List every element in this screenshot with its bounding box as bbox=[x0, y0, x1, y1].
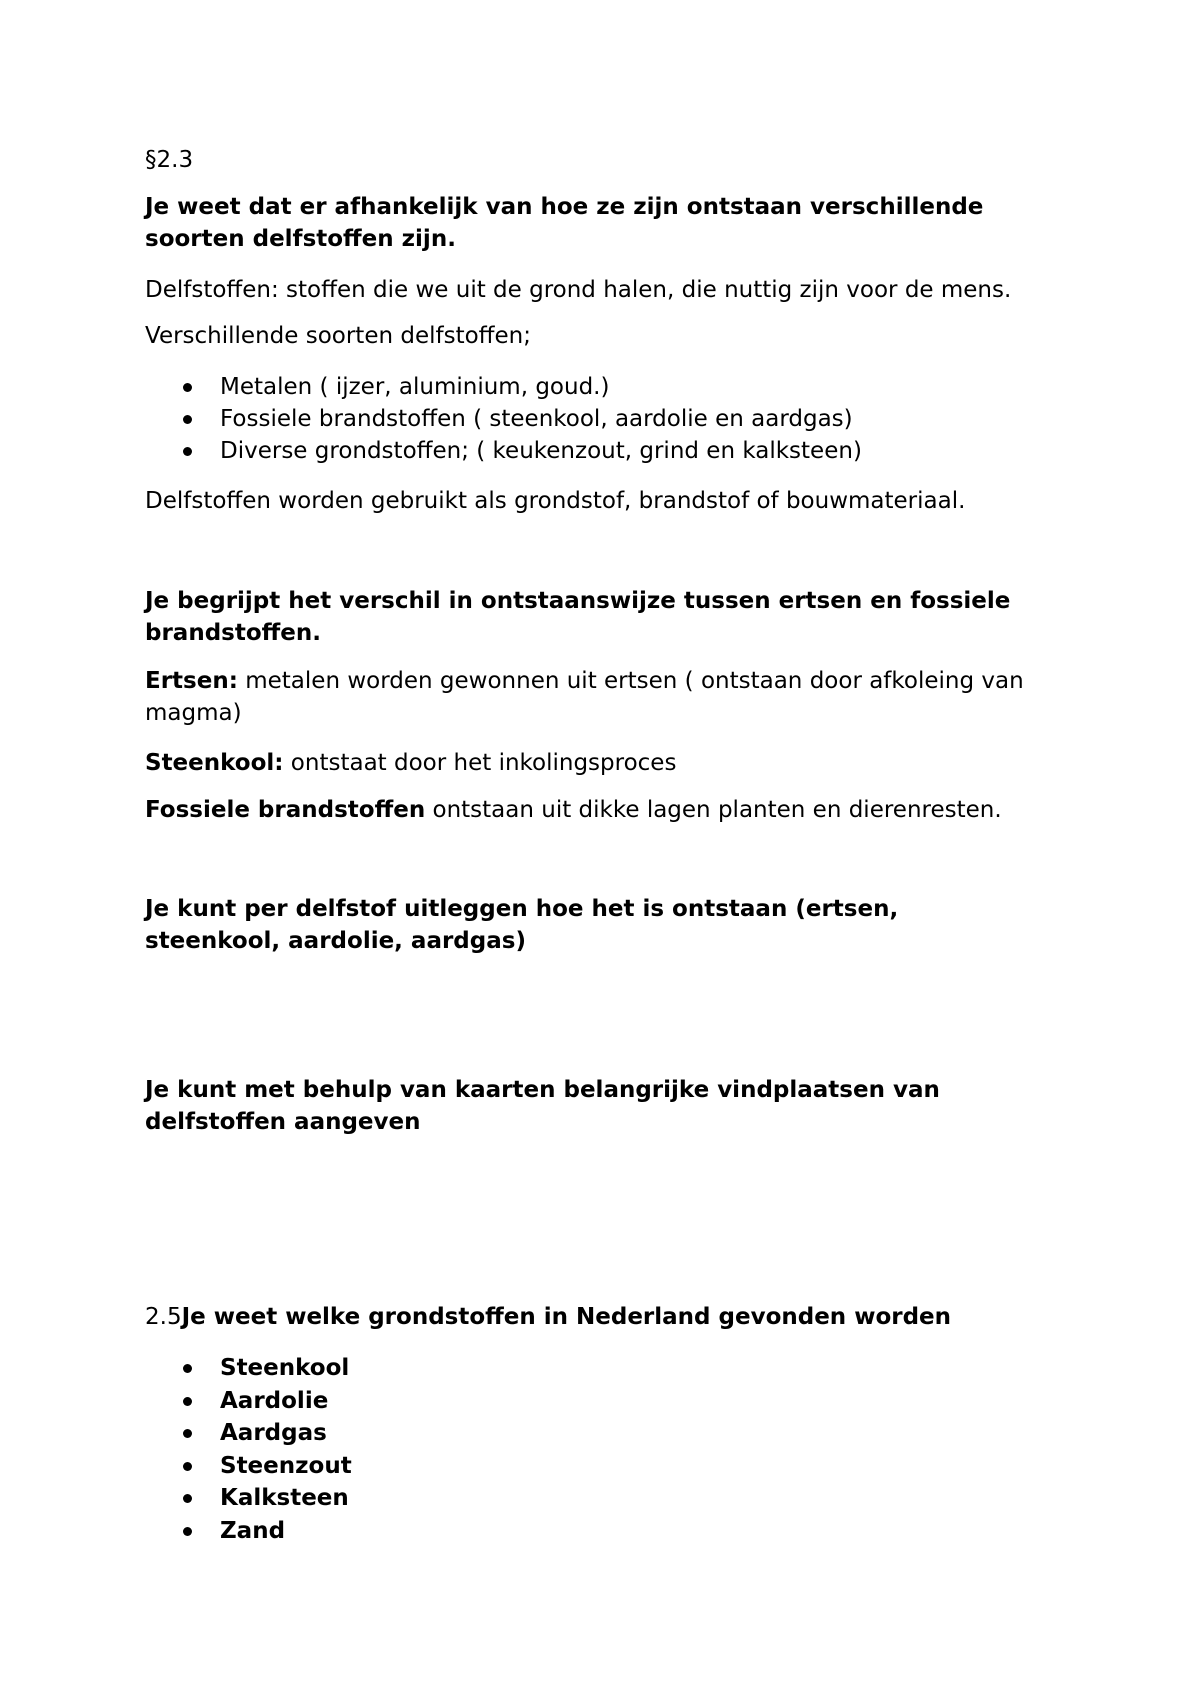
term-label: Steenkool: bbox=[145, 750, 284, 776]
list-item: Metalen ( ijzer, aluminium, goud.) bbox=[145, 371, 1085, 403]
nl-resources-list bbox=[145, 1352, 1085, 1547]
learning-goal-heading: Je kunt met behulp van kaarten belangrijke vindplaatsen van delfstoffen aangeven bbox=[145, 1077, 940, 1135]
types-list bbox=[145, 371, 1085, 467]
steenkool-paragraph: Steenkool: ontstaat door het inkolingsproces bbox=[145, 750, 677, 776]
list-item: Diverse grondstoffen; ( keukenzout, grind en kalksteen) bbox=[145, 435, 1085, 467]
fossiel-paragraph: Fossiele brandstoffen ontstaan uit dikke lagen planten en dierenresten. bbox=[145, 797, 1002, 823]
list-item: Zand bbox=[145, 1515, 1085, 1548]
bullet-icon bbox=[183, 1462, 192, 1471]
term-label: Fossiele brandstoffen bbox=[145, 797, 426, 823]
bullet-icon bbox=[183, 1397, 192, 1406]
bullet-icon bbox=[183, 1527, 192, 1536]
list-item: Aardolie bbox=[145, 1385, 1085, 1418]
term-label: Ertsen: bbox=[145, 668, 238, 694]
bullet-icon bbox=[183, 447, 192, 456]
usage-paragraph: Delfstoffen worden gebruikt als grondstof, brandstof of bouwmateriaal. bbox=[145, 488, 966, 514]
section-number: §2.3 bbox=[145, 147, 194, 173]
bullet-icon bbox=[183, 1494, 192, 1503]
section-number: 2.5 bbox=[145, 1304, 182, 1330]
bullet-icon bbox=[183, 383, 192, 392]
list-item: Fossiele brandstoffen ( steenkool, aardolie en aardgas) bbox=[145, 403, 1085, 435]
ertsen-paragraph: Ertsen: metalen worden gewonnen uit ertsen ( ontstaan door afkoleing van magma) bbox=[145, 668, 1024, 726]
definition-paragraph: Delfstoffen: stoffen die we uit de grond halen, die nuttig zijn voor de mens. bbox=[145, 277, 1012, 303]
list-item: Steenkool bbox=[145, 1352, 1085, 1385]
learning-goal-heading: Je weet dat er afhankelijk van hoe ze zijn ontstaan verschillende soorten delfstoffen zijn. bbox=[145, 194, 984, 252]
section-25-heading: 2.5Je weet welke grondstoffen in Nederland gevonden worden bbox=[145, 1304, 952, 1330]
list-item: Aardgas bbox=[145, 1417, 1085, 1450]
bullet-icon bbox=[183, 1364, 192, 1373]
learning-goal-heading: Je begrijpt het verschil in ontstaanswijze tussen ertsen en fossiele brandstoffen. bbox=[145, 588, 1011, 646]
list-item: Kalksteen bbox=[145, 1482, 1085, 1515]
types-intro: Verschillende soorten delfstoffen; bbox=[145, 323, 531, 349]
bullet-icon bbox=[183, 415, 192, 424]
bullet-icon bbox=[183, 1429, 192, 1438]
learning-goal-heading: Je kunt per delfstof uitleggen hoe het is ontstaan (ertsen, steenkool, aardolie, aardgas) bbox=[145, 896, 899, 954]
list-item: Steenzout bbox=[145, 1450, 1085, 1483]
